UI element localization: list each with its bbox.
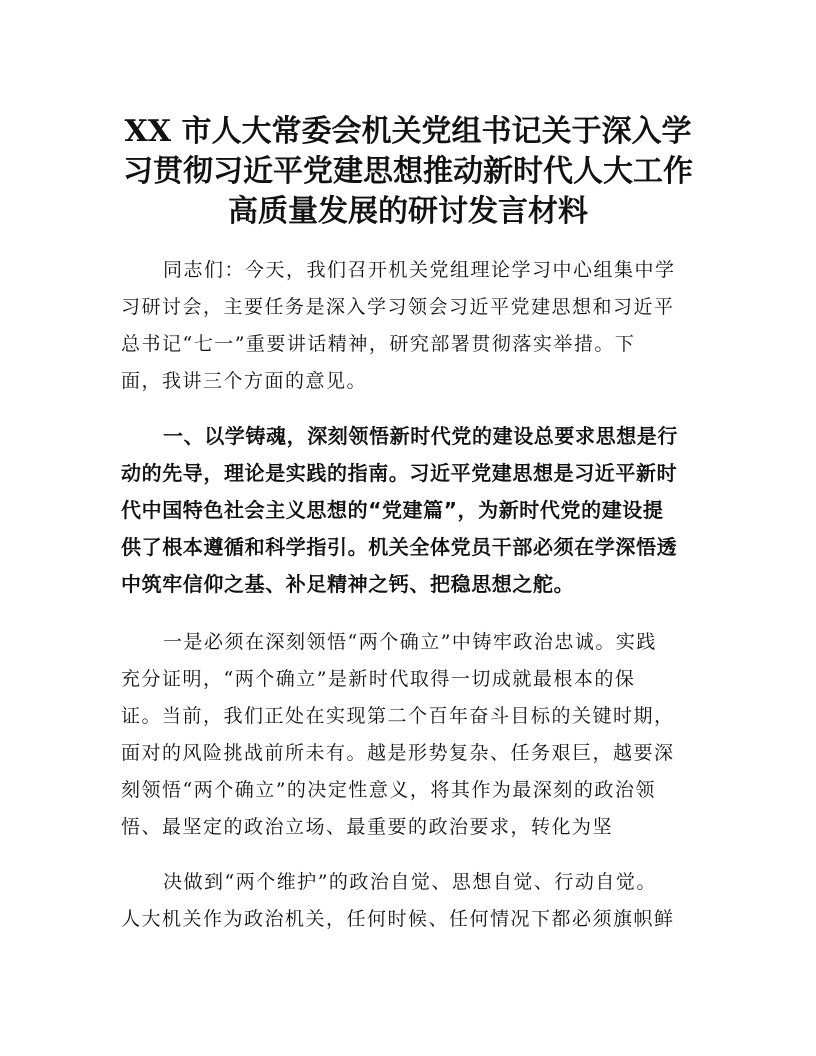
paragraph-line: 总书记“七一”重要讲话精神，研究部署贯彻落实举措。下 [121, 333, 636, 355]
paragraph-line: 一、以学铸魂，深刻领悟新时代党的建设总要求思想是行 [163, 424, 678, 448]
paragraph-line: 充分证明，“两个确立”是新时代取得一切成就最根本的保 [121, 668, 636, 690]
paragraph-line: 习研讨会，主要任务是深入学习领会习近平党建思想和习近平 [121, 296, 675, 318]
intro-paragraph [121, 252, 696, 400]
body-paragraph [121, 864, 696, 938]
paragraph-line: 供了根本遵循和科学指引。机关全体党员干部必须在学深悟透 [121, 535, 678, 559]
paragraph-line: 人大机关作为政治机关，任何时候、任何情况下都必须旗帜鲜 [121, 908, 675, 930]
paragraph-line: 刻领悟“两个确立”的决定性意义，将其作为最深刻的政治领 [121, 779, 656, 801]
paragraph-line: 决做到“两个维护”的政治自觉、思想自觉、行动自觉。 [163, 871, 657, 893]
paragraph-line: 同志们：今天，我们召开机关党组理论学习中心组集中学 [163, 259, 676, 281]
section-heading-paragraph [121, 418, 696, 603]
paragraph-line: 悟、最坚定的政治立场、最重要的政治要求，转化为坚 [121, 816, 614, 838]
paragraph-line: 面对的风险挑战前所未有。越是形势复杂、任务艰巨，越要深 [121, 742, 675, 764]
paragraph-line: 面，我讲三个方面的意见。 [121, 370, 368, 392]
body-paragraph [121, 624, 696, 846]
paragraph-line: 一是必须在深刻领悟“两个确立”中铸牢政治忠诚。实践 [163, 631, 657, 653]
title-line: 习贯彻习近平党建思想推动新时代人大工作 [123, 154, 693, 189]
document-title [100, 112, 716, 232]
paragraph-line: 代中国特色社会主义思想的“党建篇”，为新时代党的建设提 [121, 498, 664, 522]
title-line: 高质量发展的研讨发言材料 [228, 194, 588, 229]
paragraph-line: 中筑牢信仰之基、补足精神之钙、把稳思想之舵。 [121, 572, 575, 596]
paragraph-line: 动的先导，理论是实践的指南。习近平党建思想是习近平新时 [121, 461, 678, 485]
paragraph-line: 证。当前，我们正处在实现第二个百年奋斗目标的关键时期， [121, 705, 675, 727]
title-line: XX 市人大常委会机关党组书记关于深入学 [124, 114, 692, 149]
